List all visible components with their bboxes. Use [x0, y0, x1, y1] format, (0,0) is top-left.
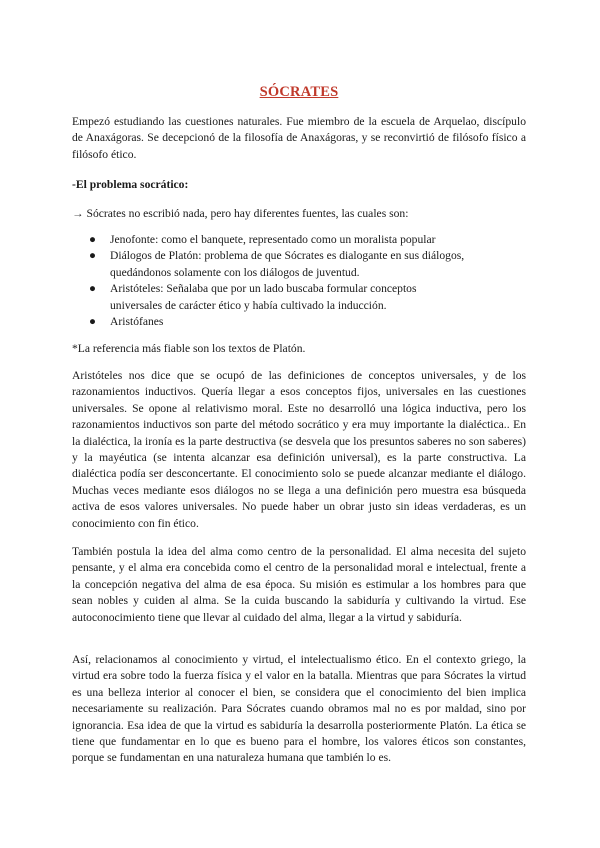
body-paragraph: Aristóteles nos dice que se ocupó de las definiciones de conceptos universales, y de los razonamientos inductivos. Quería llegar a esos conceptos fijos, universales en las cuestiones universales. Se opone al relativismo moral. Este no desarrolló una lógica inductiva, pero los razonamientos inductivos son parte del método socrático y era muy importante la dialéctica.. En la dialéctica, la ironía es la parte destructiva (se desvela que los presuntos saberes no son saberes) y la mayéutica (se intenta alcanzar esa definición universal), es la parte constructiva. La dialéctica podía ser desconcertante. El conocimiento solo se puede alcanzar mediante el diálogo. Muchas veces mediante esos diálogos no se llega a una definición pero muestra esa búsqueda activa de esos valores universales. No puede haber un obrar justo sin ideas verdaderas, es un conocimiento con fin ético.	[72, 369, 526, 530]
intro-paragraph: Empezó estudiando las cuestiones naturales. Fue miembro de la escuela de Arquelao, discípulo de Anaxágoras. Se decepcionó de la filosofía de Anaxágoras, y se reconvirtió de filósofo físico a filósofo ético.	[72, 115, 526, 161]
page-title: SÓCRATES	[259, 84, 339, 100]
body-paragraph: Así, relacionamos al conocimiento y virtud, el intelectualismo ético. En el contexto griego, la virtud era sobre todo la fuerza física y el valor en la batalla. Mientras que para Sócrates la virtud es una belleza interior al conocer el bien, se considera que el conocimiento del bien implica necesariamente su realización. Para Sócrates cuando obramos mal no es por maldad, sino por ignorancia. Esa idea de que la virtud es sabiduría la desarrolla posteriormente Platón. La ética se tiene que fundamentar en lo que es bueno para el hombre, los valores éticos son constantes, porque se fundamentan en una naturaleza humana que también lo es.	[72, 653, 526, 765]
list-item	[72, 314, 526, 330]
body-paragraph: También postula la idea del alma como centro de la personalidad. El alma necesita del sujeto pensante, y el alma era concebida como el centro de la personalidad moral e intelectual, frente a la concepción negativa del alma de esa época. Su misión es estimular a los hombres para que sean nobles y cuiden al alma. Se la cuida buscando la sabiduría y cultivando la virtud. Ese autoconocimiento tiene que llevar al cuidado del alma, llegar a la virtud y sabiduría.	[72, 545, 526, 624]
source-text: Diálogos de Platón: problema de que Sócrates es dialogante en sus diálogos, quedándonos solamente con los diálogos de juventud.	[110, 249, 465, 279]
bullet-icon: ●	[89, 233, 97, 246]
bullet-icon: ●	[89, 282, 97, 296]
list-item	[72, 248, 526, 281]
bullet-icon: ●	[89, 315, 97, 329]
source-text: Aristófanes	[110, 315, 164, 329]
list-item	[72, 232, 526, 248]
section-heading: -El problema socrático:	[72, 178, 189, 191]
note-text: *La referencia más fiable son los textos de Platón.	[72, 342, 306, 355]
list-item	[72, 281, 526, 314]
source-text: Aristóteles: Señalaba que por un lado buscaba formular conceptos universales de carácter ético y había cultivado la inducción.	[110, 282, 417, 312]
sources-list	[72, 232, 526, 330]
bullet-icon: ●	[89, 249, 97, 263]
sources-intro: → Sócrates no escribió nada, pero hay diferentes fuentes, las cuales son:	[72, 207, 409, 220]
source-text: Jenofonte: como el banquete, representado como un moralista popular	[110, 233, 436, 246]
